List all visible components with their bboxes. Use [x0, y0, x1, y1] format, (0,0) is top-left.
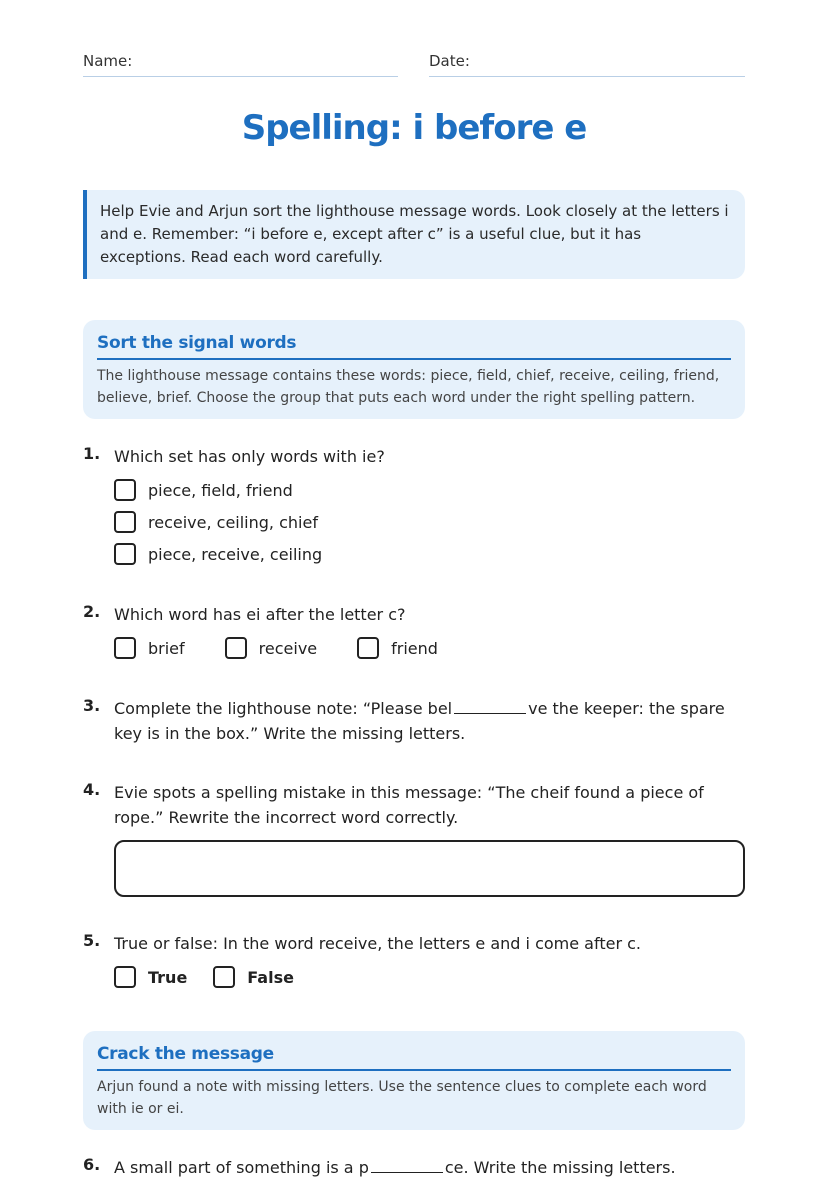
checkbox[interactable] [225, 637, 247, 659]
option[interactable] [114, 538, 745, 570]
question-text [114, 1155, 745, 1180]
question-number: 2. [83, 602, 101, 621]
question-number: 4. [83, 780, 101, 799]
checkbox[interactable] [114, 543, 136, 565]
question-3 [83, 696, 745, 746]
option-false[interactable] [213, 961, 294, 993]
question-text-start: Complete the lighthouse note: “Please bel [114, 699, 453, 718]
checkbox[interactable] [357, 637, 379, 659]
question-text-end: ce. Write the missing letters. [444, 1158, 676, 1177]
intro-callout: Help Evie and Arjun sort the lighthouse message words. Look closely at the letters i and e. Remember: “i before e, except after c” is a useful clue, but it has exceptions. Read each word carefully. [83, 190, 745, 279]
name-field[interactable] [83, 52, 398, 77]
question-2 [83, 602, 745, 664]
question-number: 5. [83, 931, 101, 950]
question-text: True or false: In the word receive, the letters e and i come after c. [114, 934, 641, 953]
option[interactable] [114, 506, 745, 538]
option[interactable] [114, 474, 745, 506]
question-6 [83, 1155, 745, 1180]
checkbox[interactable] [114, 511, 136, 533]
checkbox[interactable] [213, 966, 235, 988]
option-list [114, 474, 745, 570]
section-description: Arjun found a note with missing letters. Use the sentence clues to complete each word with ie or ei. [97, 1079, 707, 1117]
fill-in-blank[interactable] [371, 1156, 443, 1173]
question-number: 1. [83, 444, 101, 463]
question-text-end: ve the keeper: the spare key is in the box.” Write the missing letters. [114, 699, 725, 743]
question-number: 3. [83, 696, 101, 715]
checkbox[interactable] [114, 479, 136, 501]
question-1 [83, 444, 745, 570]
question-5 [83, 931, 745, 993]
option-label: friend [391, 638, 438, 658]
question-text: Which word has ei after the letter c? [114, 605, 406, 624]
date-field[interactable] [429, 52, 745, 77]
option[interactable] [357, 632, 438, 664]
option-row [114, 632, 745, 664]
header-fields [83, 52, 745, 78]
option-label: False [247, 967, 294, 987]
option-label: brief [148, 638, 185, 658]
option[interactable] [114, 632, 185, 664]
question-text-start: A small part of something is a p [114, 1158, 369, 1177]
section-crack-the-message [83, 1031, 745, 1130]
section-title: Sort the signal words [97, 333, 731, 360]
date-label: Date: [429, 52, 470, 70]
answer-box[interactable] [114, 840, 745, 897]
page-title: Spelling: i before e [241, 108, 587, 148]
question-text [114, 696, 745, 746]
option-label: piece, receive, ceiling [148, 544, 323, 564]
option-label: receive, ceiling, chief [148, 512, 318, 532]
option[interactable] [225, 632, 317, 664]
question-number: 6. [83, 1155, 101, 1174]
option-true[interactable] [114, 961, 187, 993]
option-label: receive [258, 638, 318, 658]
question-text: Evie spots a spelling mistake in this message: “The cheif found a piece of rope.” Rewrite the incorrect word correctly. [114, 783, 704, 827]
option-label: True [148, 967, 188, 987]
question-4 [83, 780, 745, 897]
option-row [114, 961, 745, 993]
checkbox[interactable] [114, 966, 136, 988]
name-label: Name: [83, 52, 133, 70]
fill-in-blank[interactable] [454, 697, 526, 714]
option-label: piece, field, friend [148, 480, 293, 500]
checkbox[interactable] [114, 637, 136, 659]
section-title: Crack the message [97, 1044, 731, 1071]
question-text: Which set has only words with ie? [114, 447, 385, 466]
section-sort-signal-words [83, 320, 745, 419]
section-description: The lighthouse message contains these words: piece, field, chief, receive, ceiling, friend, believe, brief. Choose the group that puts each word under the right spelling pattern. [97, 368, 720, 406]
